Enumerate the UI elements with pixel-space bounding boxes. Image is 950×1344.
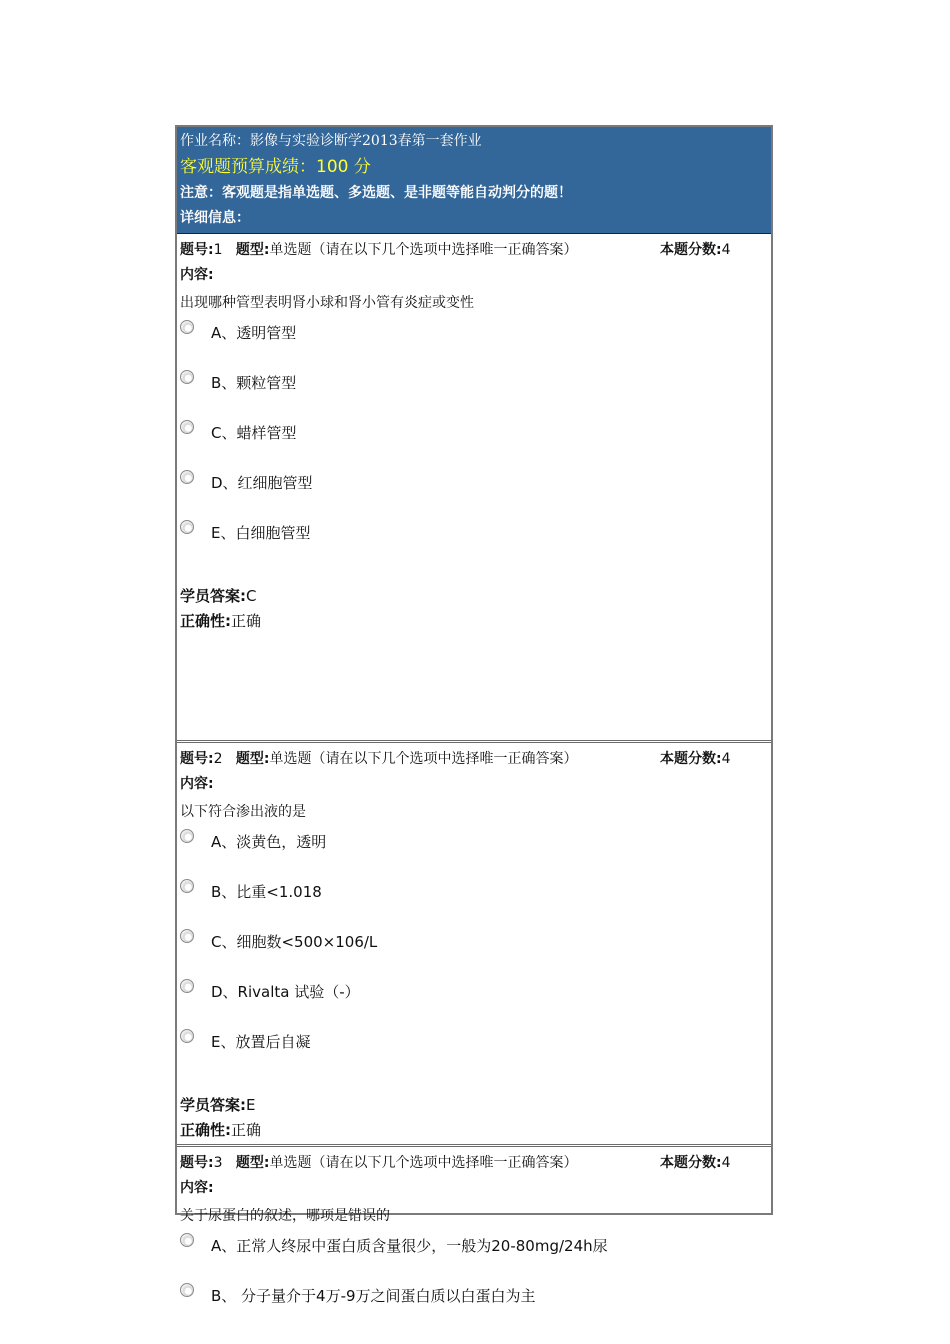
question-header: [180, 238, 768, 263]
student-answer: [180, 584, 768, 609]
score-label: 本题分数:: [660, 242, 722, 258]
option-d[interactable]: [180, 468, 768, 518]
title-value: 影像与实验诊断学2013春第一套作业: [250, 133, 482, 149]
radio-button-icon[interactable]: [180, 320, 194, 334]
option-b[interactable]: [180, 1281, 768, 1331]
spacer: [180, 568, 768, 584]
answer-value: E: [246, 1096, 256, 1114]
radio-button-icon[interactable]: [180, 470, 194, 484]
qnum-value: 3: [213, 1155, 223, 1171]
score-value: 4: [721, 751, 731, 767]
qtype-label: 题型:: [235, 751, 270, 767]
assignment-sheet: [175, 125, 773, 1305]
option-c[interactable]: [180, 418, 768, 468]
question-score: [660, 747, 731, 772]
question-score: [660, 238, 731, 263]
qtype-value: 单选题（请在以下几个选项中选择唯一正确答案）: [269, 751, 578, 767]
detail-label: 详细信息：: [180, 210, 250, 226]
option-label: A、淡黄色，透明: [211, 833, 327, 851]
objective-score: 客观题预算成绩：100 分: [180, 157, 371, 177]
radio-button-icon[interactable]: [180, 879, 194, 893]
radio-button-icon[interactable]: [180, 520, 194, 534]
question-3: [177, 1147, 771, 1324]
option-e[interactable]: [180, 1027, 768, 1077]
qtype-value: 单选题（请在以下几个选项中选择唯一正确答案）: [269, 1155, 578, 1171]
content-label: 内容:: [180, 776, 214, 792]
radio-button-icon[interactable]: [180, 420, 194, 434]
objective-note: 注意：客观题是指单选题、多选题、是非题等能自动判分的题！: [180, 185, 572, 201]
score-label: 本题分数:: [660, 1155, 722, 1171]
option-label: A、透明管型: [211, 324, 297, 342]
option-label: C、细胞数<500×106/L: [211, 933, 378, 951]
correctness-value: 正确: [231, 1121, 262, 1139]
correctness-label: 正确性:: [180, 612, 231, 630]
qnum-value: 1: [213, 242, 223, 258]
answer-label: 学员答案:: [180, 587, 246, 605]
radio-button-icon[interactable]: [180, 370, 194, 384]
option-label: B、 分子量介于4万-9万之间蛋白质以白蛋白为主: [211, 1287, 536, 1305]
option-label: B、颗粒管型: [211, 374, 297, 392]
option-d[interactable]: [180, 977, 768, 1027]
option-a[interactable]: [180, 318, 768, 368]
qnum-label: 题号:: [180, 751, 214, 767]
assignment-header: [177, 127, 771, 234]
content-label: 内容:: [180, 267, 214, 283]
radio-button-icon[interactable]: [180, 1029, 194, 1043]
radio-button-icon[interactable]: [180, 1233, 194, 1247]
student-answer: [180, 1093, 768, 1118]
question-score: [660, 1151, 731, 1176]
question-1: [177, 234, 771, 743]
score-label: 本题分数:: [660, 751, 722, 767]
question-2: [177, 743, 771, 1147]
qtype-label: 题型:: [235, 1155, 270, 1171]
qtype-label: 题型:: [235, 242, 270, 258]
radio-button-icon[interactable]: [180, 979, 194, 993]
option-label: D、红细胞管型: [211, 474, 313, 492]
option-b[interactable]: [180, 877, 768, 927]
question-header: [180, 1151, 768, 1176]
answer-value: C: [246, 587, 257, 605]
content-label: 内容:: [180, 1180, 214, 1196]
correctness-value: 正确: [231, 612, 262, 630]
question-header: [180, 747, 768, 772]
correctness: [180, 1118, 768, 1144]
option-a[interactable]: [180, 827, 768, 877]
option-label: D、Rivalta 试验（-）: [211, 983, 360, 1001]
question-stem: 关于尿蛋白的叙述，哪项是错误的: [180, 1208, 390, 1224]
qnum-label: 题号:: [180, 242, 214, 258]
answer-label: 学员答案:: [180, 1096, 246, 1114]
question-stem: 以下符合渗出液的是: [180, 804, 306, 820]
score-value: 4: [721, 242, 731, 258]
title-label: 作业名称：: [180, 133, 250, 149]
radio-button-icon[interactable]: [180, 929, 194, 943]
qnum-value: 2: [213, 751, 223, 767]
option-b[interactable]: [180, 368, 768, 418]
question-stem: 出现哪种管型表明肾小球和肾小管有炎症或变性: [180, 295, 474, 311]
qtype-value: 单选题（请在以下几个选项中选择唯一正确答案）: [269, 242, 578, 258]
option-label: E、放置后自凝: [211, 1033, 311, 1051]
radio-button-icon[interactable]: [180, 1283, 194, 1297]
option-a[interactable]: [180, 1231, 768, 1281]
assignment-title: [180, 129, 768, 154]
option-label: E、白细胞管型: [211, 524, 311, 542]
option-label: A、正常人终尿中蛋白质含量很少，一般为20-80mg/24h尿: [211, 1237, 608, 1255]
option-c[interactable]: [180, 927, 768, 977]
correctness-label: 正确性:: [180, 1121, 231, 1139]
qnum-label: 题号:: [180, 1155, 214, 1171]
option-e[interactable]: [180, 518, 768, 568]
option-label: C、蜡样管型: [211, 424, 297, 442]
option-label: B、比重<1.018: [211, 883, 322, 901]
spacer: [180, 1077, 768, 1093]
score-value: 4: [721, 1155, 731, 1171]
radio-button-icon[interactable]: [180, 829, 194, 843]
correctness: [180, 609, 768, 635]
